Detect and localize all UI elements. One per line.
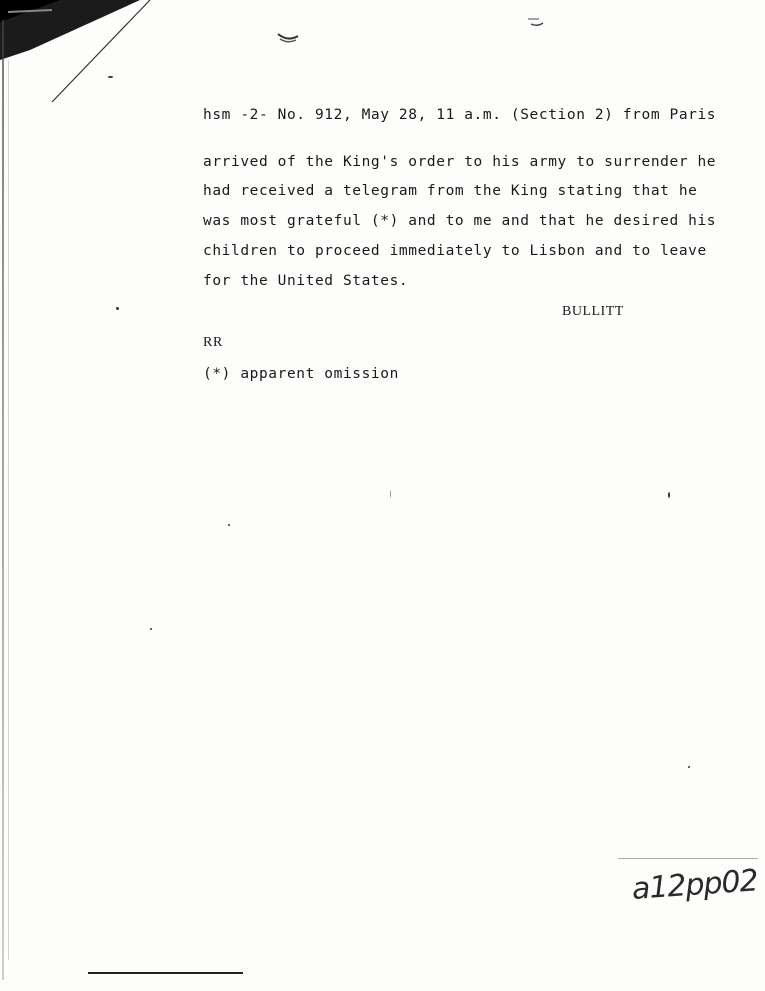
scan-corner-shadow [0, 0, 200, 110]
scan-left-edge [2, 20, 4, 980]
handwritten-note: a12pp02 [630, 863, 759, 907]
signature: BULLITT [562, 304, 624, 319]
scan-smudge [276, 30, 300, 44]
body-line-4: children to proceed immediately to Lisbon and to leave [203, 243, 707, 259]
speck [228, 524, 230, 526]
scan-right-line [618, 858, 758, 859]
initials: RR [203, 335, 223, 350]
scan-smudge-2 [525, 16, 547, 30]
speck [688, 766, 690, 768]
document-header: hsm -2- No. 912, May 28, 11 a.m. (Section 2) from Paris [203, 107, 717, 123]
scan-bottom-line [88, 972, 243, 974]
speck [150, 628, 152, 630]
body-line-5: for the United States. [203, 273, 409, 289]
speck [668, 492, 670, 498]
speck [390, 490, 391, 498]
body-line-2: had received a telegram from the King stating that he [203, 183, 698, 199]
footnote: (*) apparent omission [203, 366, 399, 382]
scan-left-edge-faint [8, 60, 9, 960]
speck [108, 76, 113, 78]
body-line-1: arrived of the King's order to his army to surrender he [203, 154, 717, 170]
speck [116, 307, 119, 310]
body-line-3: was most grateful (*) and to me and that he desired his [203, 213, 717, 229]
